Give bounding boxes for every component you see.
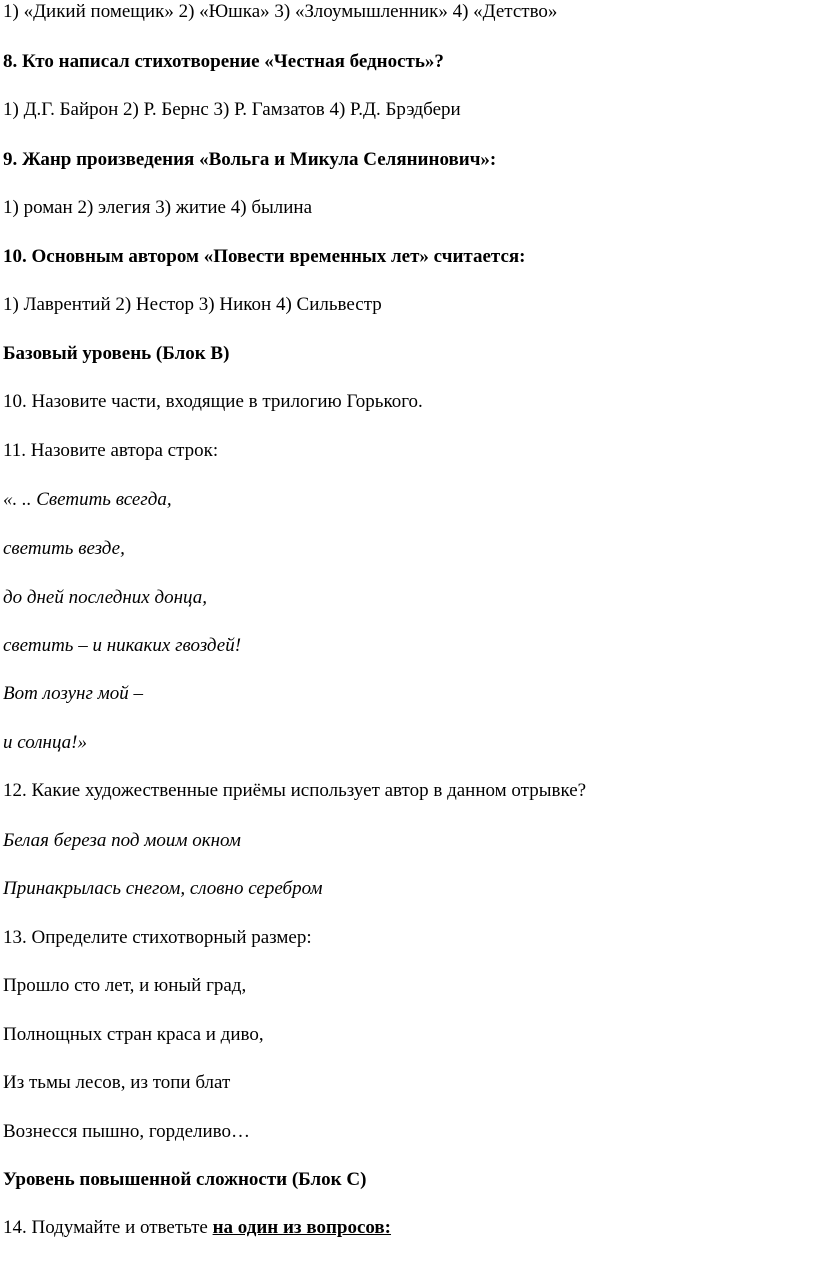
poem-line: Принакрылась снегом, словно серебром: [3, 878, 323, 899]
poem-line: Полнощных стран краса и диво,: [3, 1024, 264, 1045]
section-heading-block-c: Уровень повышенной сложности (Блок С): [3, 1169, 367, 1190]
answer-options-q10: 1) Лаврентий 2) Нестор 3) Никон 4) Сильвестр: [3, 294, 382, 315]
poem-line: Белая береза под моим окном: [3, 830, 241, 851]
question-8: 8. Кто написал стихотворение «Честная бедность»?: [3, 51, 444, 72]
poem-line: «. .. Светить всегда,: [3, 489, 172, 510]
task-11: 11. Назовите автора строк:: [3, 440, 219, 461]
question-10: 10. Основным автором «Повести временных лет» считается:: [3, 246, 526, 267]
task-14-emphasis: на один из вопросов:: [212, 1217, 392, 1238]
task-13: 13. Определите стихотворный размер:: [3, 927, 312, 948]
task-14-prefix: 14. Подумайте и ответьте: [3, 1217, 213, 1238]
task-10-b: 10. Назовите части, входящие в трилогию Горького.: [3, 391, 423, 412]
question-9: 9. Жанр произведения «Вольга и Микула Селянинович»:: [3, 149, 497, 170]
answer-options-q7: 1) «Дикий помещик» 2) «Юшка» 3) «Злоумышленник» 4) «Детство»: [3, 1, 558, 22]
answer-options-q8: 1) Д.Г. Байрон 2) Р. Бернс 3) Р. Гамзатов 4) Р.Д. Брэдбери: [3, 99, 461, 120]
poem-line: светить везде,: [3, 538, 125, 559]
section-heading-block-b: Базовый уровень (Блок В): [3, 343, 230, 364]
poem-line: Из тьмы лесов, из топи блат: [3, 1072, 231, 1093]
poem-line: Вознесся пышно, горделиво…: [3, 1121, 250, 1142]
poem-line: светить – и никаких гвоздей!: [3, 635, 242, 656]
task-14: [3, 1216, 391, 1240]
poem-line: до дней последних донца,: [3, 587, 207, 608]
answer-options-q9: 1) роман 2) элегия 3) житие 4) былина: [3, 197, 313, 218]
poem-line: Прошло сто лет, и юный град,: [3, 975, 247, 996]
poem-line: и солнца!»: [3, 732, 88, 753]
task-12: 12. Какие художественные приёмы использует автор в данном отрывке?: [3, 780, 587, 801]
poem-line: Вот лозунг мой –: [3, 683, 144, 704]
